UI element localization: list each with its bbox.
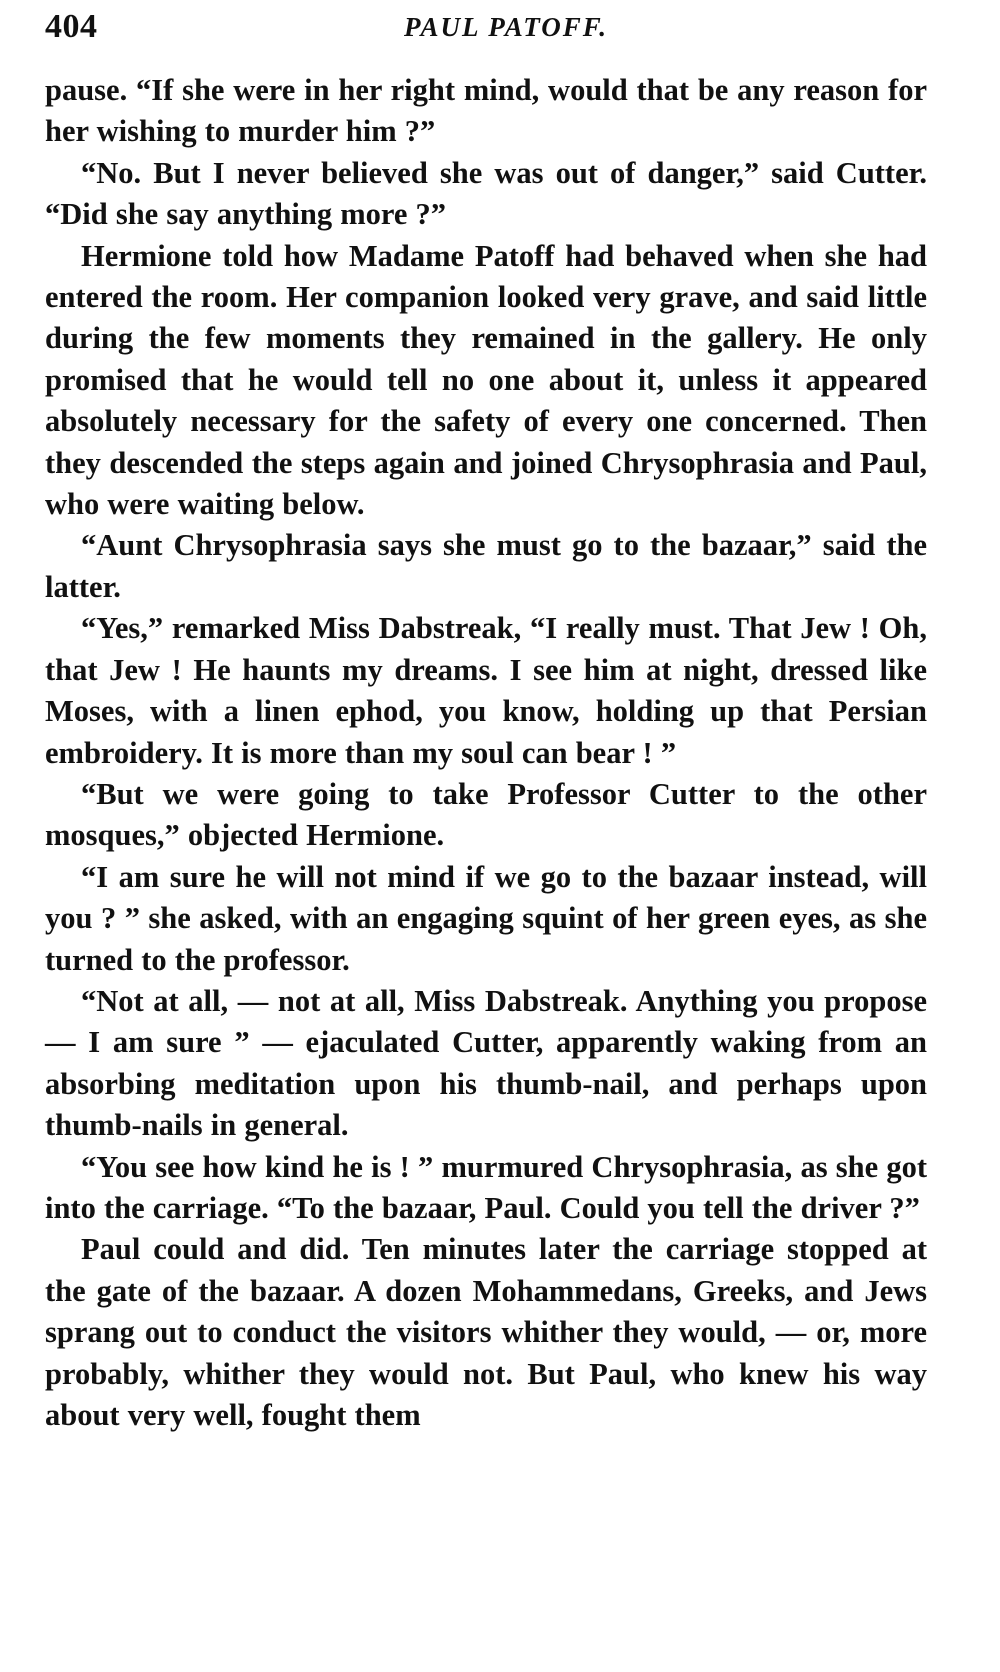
- paragraph: “Aunt Chrysophrasia says she must go to the bazaar,” said the latter.: [45, 528, 927, 604]
- paragraph: Hermione told how Madame Patoff had behaved when she had entered the room. Her companion looked very grave, and said little during the few moments they remained in the gallery. He only promised that he would tell no one about it, unless it appeared absolutely necessary for the safety of every one concerned. Then they descended the steps again and joined Chrysophrasia and Paul, who were waiting below.: [45, 238, 927, 522]
- paragraph: “You see how kind he is ! ” murmured Chrysophrasia, as she got into the carriage. “To the bazaar, Paul. Could you tell the driver ?”: [45, 1149, 927, 1225]
- book-page: [45, 0, 927, 1672]
- paragraph: pause. “If she were in her right mind, would that be any reason for her wishing to murder him ?”: [45, 73, 927, 149]
- paragraph: “But we were going to take Professor Cutter to the other mosques,” objected Hermione.: [45, 776, 927, 853]
- running-title: PAUL PATOFF.: [403, 12, 609, 42]
- paragraph: “Not at all, — not at all, Miss Dabstreak. Anything you propose — I am sure ” — ejaculated Cutter, apparently waking from an absorbing meditation upon his thumb-nail, and perhaps upon thumb-nails in general.: [45, 983, 927, 1143]
- paragraph: “No. But I never believed she was out of danger,” said Cutter. “Did she say anything more ?”: [45, 155, 927, 232]
- paragraph: “I am sure he will not mind if we go to the bazaar instead, will you ? ” she asked, with an engaging squint of her green eyes, as she turned to the professor.: [45, 859, 927, 977]
- paragraph: Paul could and did. Ten minutes later the carriage stopped at the gate of the bazaar. A dozen Mohammedans, Greeks, and Jews sprang out to conduct the visitors whither they would, — or, more probably, whither they would not. But Paul, who knew his way about very well, fought them: [45, 1232, 927, 1432]
- body-text: [45, 70, 927, 1436]
- running-head: [45, 4, 927, 56]
- paragraph: “Yes,” remarked Miss Dabstreak, “I really must. That Jew ! Oh, that Jew ! He haunts my dreams. I see him at night, dressed like Moses, with a linen ephod, you know, holding up that Persian embroidery. It is more than my soul can bear ! ”: [45, 611, 927, 770]
- page-number: 404: [45, 8, 98, 45]
